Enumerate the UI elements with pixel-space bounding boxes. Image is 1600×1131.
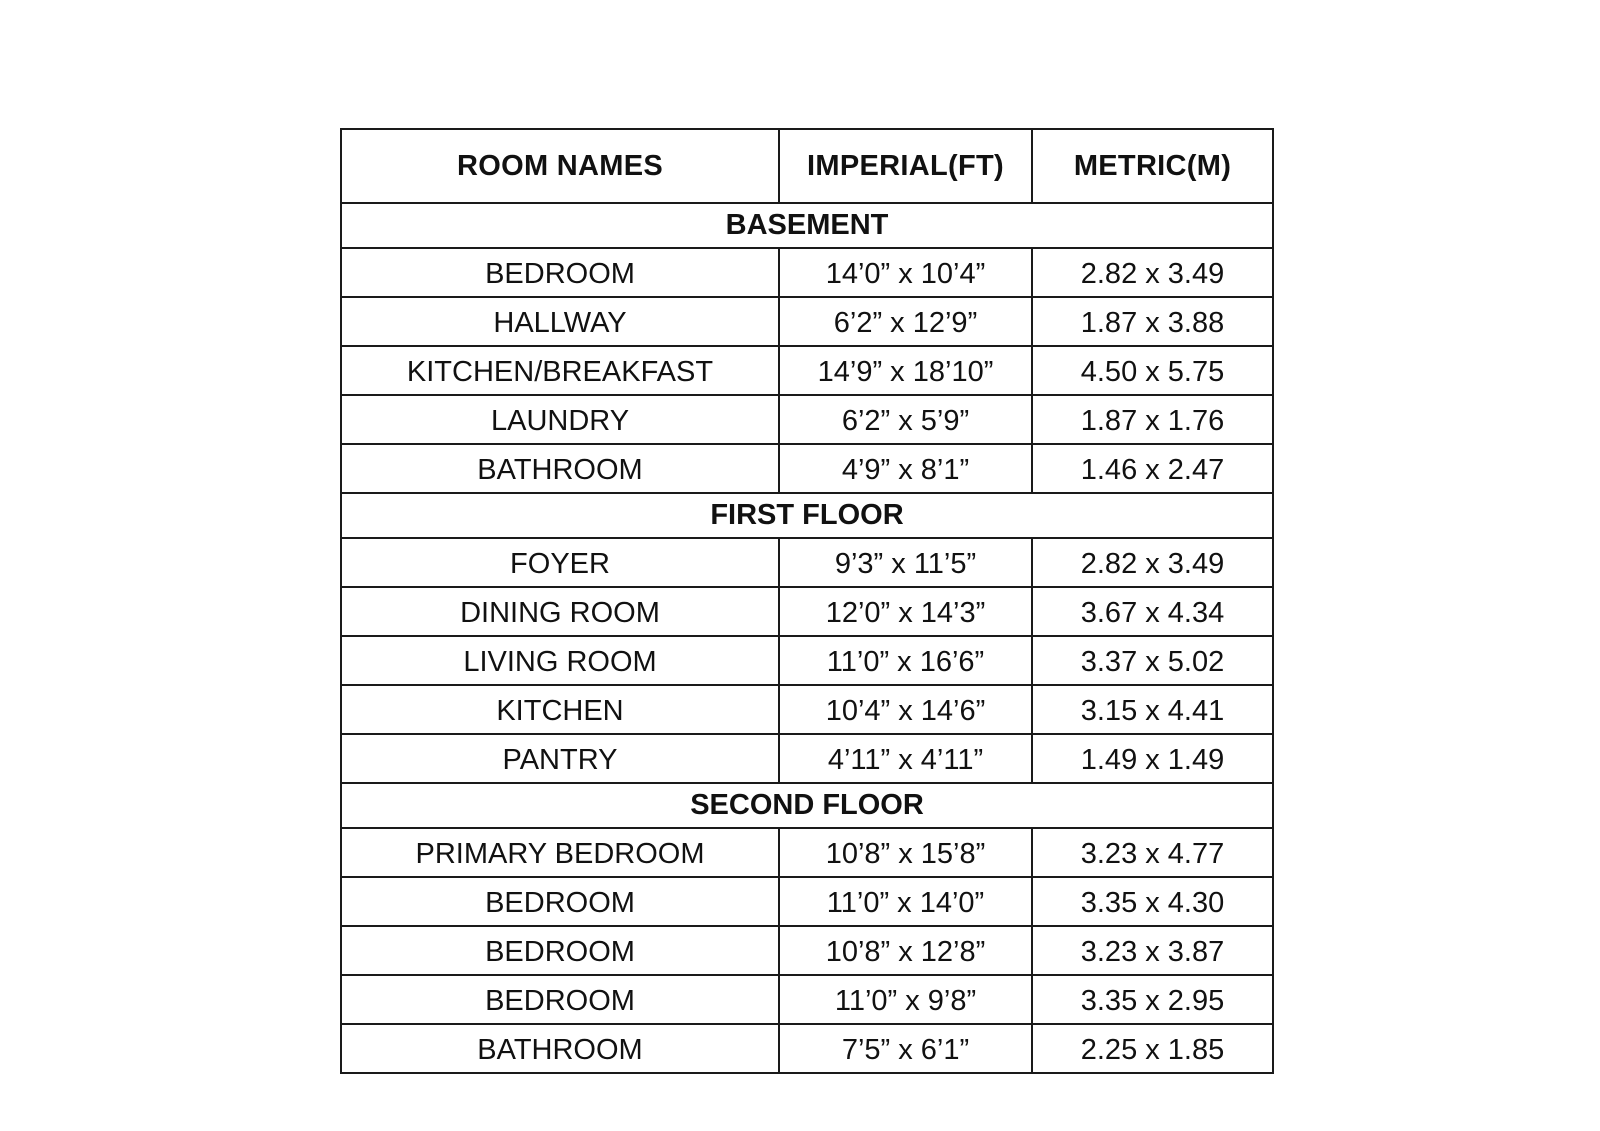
room-name-cell: BEDROOM	[341, 975, 779, 1024]
section-title: FIRST FLOOR	[341, 493, 1273, 538]
room-name-cell: BEDROOM	[341, 877, 779, 926]
section-row	[341, 493, 1273, 538]
table-row	[341, 297, 1273, 346]
imperial-cell: 11’0” x 14’0”	[779, 877, 1032, 926]
section-row	[341, 783, 1273, 828]
section-title: BASEMENT	[341, 203, 1273, 248]
imperial-cell: 11’0” x 16’6”	[779, 636, 1032, 685]
section-title: SECOND FLOOR	[341, 783, 1273, 828]
header-metric: METRIC(M)	[1032, 129, 1273, 203]
imperial-cell: 12’0” x 14’3”	[779, 587, 1032, 636]
table-row	[341, 636, 1273, 685]
room-name-cell: FOYER	[341, 538, 779, 587]
table-header	[341, 129, 1273, 203]
table-row	[341, 685, 1273, 734]
imperial-cell: 9’3” x 11’5”	[779, 538, 1032, 587]
metric-cell: 3.23 x 4.77	[1032, 828, 1273, 877]
room-name-cell: BATHROOM	[341, 1024, 779, 1073]
section-row	[341, 203, 1273, 248]
table-row	[341, 395, 1273, 444]
metric-cell: 1.49 x 1.49	[1032, 734, 1273, 783]
imperial-cell: 10’8” x 15’8”	[779, 828, 1032, 877]
table-row	[341, 248, 1273, 297]
imperial-cell: 10’8” x 12’8”	[779, 926, 1032, 975]
metric-cell: 2.82 x 3.49	[1032, 538, 1273, 587]
room-name-cell: HALLWAY	[341, 297, 779, 346]
imperial-cell: 6’2” x 5’9”	[779, 395, 1032, 444]
room-name-cell: BEDROOM	[341, 248, 779, 297]
metric-cell: 3.15 x 4.41	[1032, 685, 1273, 734]
table-row	[341, 828, 1273, 877]
metric-cell: 3.37 x 5.02	[1032, 636, 1273, 685]
imperial-cell: 6’2” x 12’9”	[779, 297, 1032, 346]
metric-cell: 2.25 x 1.85	[1032, 1024, 1273, 1073]
room-dimensions-table	[340, 128, 1274, 1074]
metric-cell: 4.50 x 5.75	[1032, 346, 1273, 395]
table-row	[341, 444, 1273, 493]
header-room-names: ROOM NAMES	[341, 129, 779, 203]
metric-cell: 3.35 x 4.30	[1032, 877, 1273, 926]
room-name-cell: LIVING ROOM	[341, 636, 779, 685]
imperial-cell: 10’4” x 14’6”	[779, 685, 1032, 734]
table-row	[341, 734, 1273, 783]
room-name-cell: PRIMARY BEDROOM	[341, 828, 779, 877]
room-name-cell: DINING ROOM	[341, 587, 779, 636]
metric-cell: 3.23 x 3.87	[1032, 926, 1273, 975]
header-row	[341, 129, 1273, 203]
table-row	[341, 587, 1273, 636]
imperial-cell: 11’0” x 9’8”	[779, 975, 1032, 1024]
imperial-cell: 14’0” x 10’4”	[779, 248, 1032, 297]
table-body	[341, 203, 1273, 1073]
room-name-cell: BATHROOM	[341, 444, 779, 493]
metric-cell: 3.35 x 2.95	[1032, 975, 1273, 1024]
imperial-cell: 4’11” x 4’11”	[779, 734, 1032, 783]
room-name-cell: LAUNDRY	[341, 395, 779, 444]
imperial-cell: 4’9” x 8’1”	[779, 444, 1032, 493]
metric-cell: 1.46 x 2.47	[1032, 444, 1273, 493]
table-row	[341, 926, 1273, 975]
table-row	[341, 538, 1273, 587]
table-row	[341, 1024, 1273, 1073]
table-row	[341, 346, 1273, 395]
room-name-cell: BEDROOM	[341, 926, 779, 975]
metric-cell: 1.87 x 3.88	[1032, 297, 1273, 346]
room-name-cell: KITCHEN	[341, 685, 779, 734]
room-name-cell: KITCHEN/BREAKFAST	[341, 346, 779, 395]
room-name-cell: PANTRY	[341, 734, 779, 783]
imperial-cell: 7’5” x 6’1”	[779, 1024, 1032, 1073]
header-imperial: IMPERIAL(FT)	[779, 129, 1032, 203]
table-row	[341, 975, 1273, 1024]
metric-cell: 2.82 x 3.49	[1032, 248, 1273, 297]
metric-cell: 1.87 x 1.76	[1032, 395, 1273, 444]
metric-cell: 3.67 x 4.34	[1032, 587, 1273, 636]
table-row	[341, 877, 1273, 926]
imperial-cell: 14’9” x 18’10”	[779, 346, 1032, 395]
